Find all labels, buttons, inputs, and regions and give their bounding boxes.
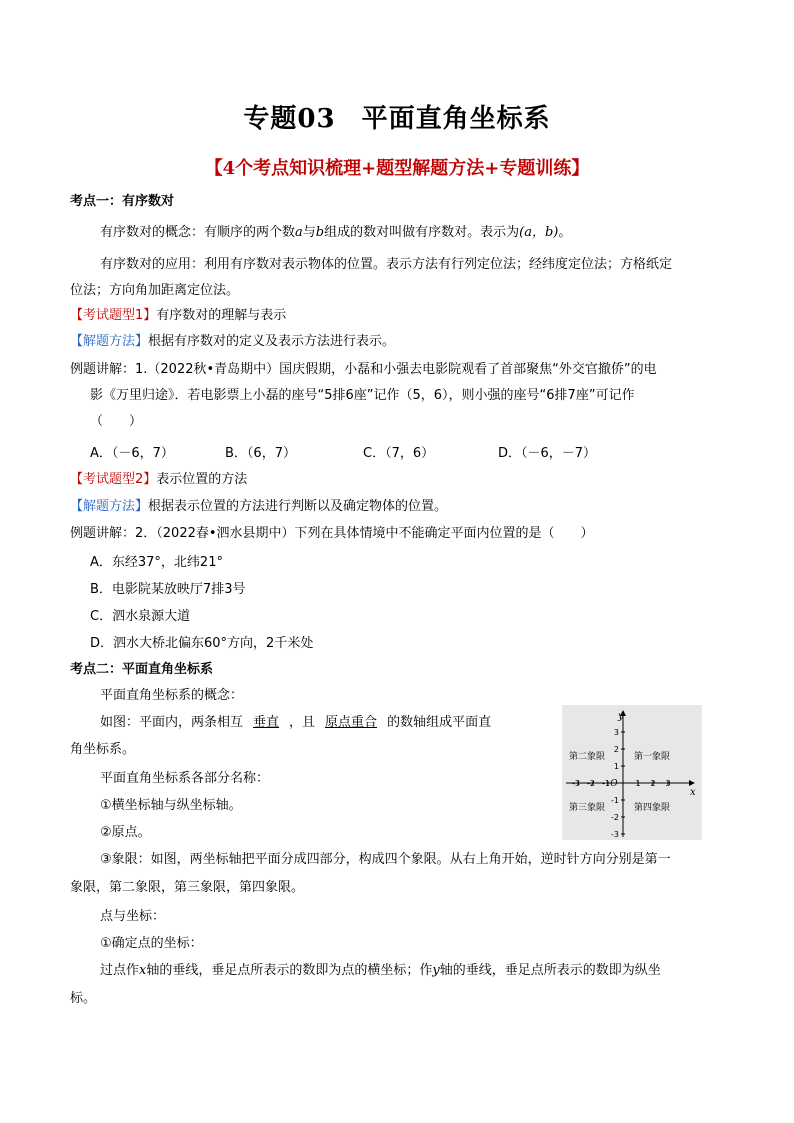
example2-option-a: A．东经37°，北纬21° (90, 555, 223, 570)
method1: 【解题方法】根据有序数对的定义及表示方法进行表示。 (70, 334, 396, 349)
section1-heading: 考点一：有序数对 (70, 194, 175, 209)
page-title (0, 98, 794, 135)
question-type1-tag: 【考试题型1】 (70, 308, 157, 323)
quadrant4-label: 第四象限 (634, 803, 671, 813)
page-subtitle: 【4个考点知识梳理+题型解题方法+专题训练】 (204, 158, 590, 179)
section2-point-line1: 过点作x轴的垂线，垂足点所表示的数即为点的横坐标；作y轴的垂线，垂足点所表示的数即为纵坐 (100, 963, 661, 978)
section2-point-heading: 点与坐标： (100, 909, 166, 924)
section1-concept: 有序数对的概念：有顺序的两个数a与b组成的数对叫做有序数对。表示为(a，b)。 (100, 225, 572, 240)
section1-application-line2: 位法；方向角加距离定位法。 (70, 283, 240, 298)
quadrant2-label: 第二象限 (569, 752, 606, 762)
example2-line1: 例题讲解：2．（2022春•泗水县期中）下列在具体情境中不能确定平面内位置的是（ ） (70, 526, 594, 541)
method2: 【解题方法】根据表示位置的方法进行判断以及确定物体的位置。 (70, 499, 448, 514)
method2-tag: 【解题方法】 (70, 499, 149, 514)
var-b: b (315, 225, 325, 240)
ordered-pair-notation: (a，b) (519, 225, 559, 240)
quadrant1-label: 第一象限 (634, 752, 671, 762)
y-tick-label-neg3: -3 (611, 830, 619, 839)
section2-point-sub: ①确定点的坐标： (100, 936, 203, 951)
y-tick-label-1: 1 (613, 762, 619, 771)
blank-perpendicular: 垂直 (253, 715, 280, 730)
example1-option-a: A．（－6，7） (90, 446, 174, 461)
section2-heading: 考点二：平面直角坐标系 (70, 662, 214, 677)
question-type2: 【考试题型2】表示位置的方法 (70, 472, 248, 487)
example1-line1: 例题讲解：1.（2022秋•青岛期中）国庆假期，小磊和小强去电影院观看了首部聚焦“外交官撤侨”的电 (70, 362, 657, 377)
coordinate-plane-svg (562, 705, 702, 840)
y-tick-label-neg2: -2 (611, 813, 619, 822)
origin-label: O (610, 779, 618, 789)
y-tick-label-2: 2 (613, 745, 619, 754)
section1-application-line1: 有序数对的应用：利用有序数对表示物体的位置。表示方法有行列定位法；经纬度定位法；方格纸定 (100, 257, 673, 272)
question-type1: 【考试题型1】有序数对的理解与表示 (70, 308, 287, 323)
example1-option-c: C．（7，6） (363, 446, 435, 461)
x-tick-label-3: 3 (665, 779, 671, 788)
example2-option-c: C．泗水泉源大道 (90, 609, 191, 624)
x-tick-label-neg3: -3 (572, 779, 580, 788)
example1-line2: 影《万里归途》．若电影票上小磊的座号“5排6座”记作（5，6），则小强的座号“6排7座”可记作 (90, 388, 635, 403)
title-part1: 专题03 (243, 104, 336, 134)
section2-definition-line2: 角坐标系。 (70, 742, 136, 757)
example1-option-d: D．（－6，－7） (498, 446, 597, 461)
example1-option-b: B．（6，7） (225, 446, 296, 461)
section2-definition: 如图：平面内，两条相互 垂直 ，且 原点重合 的数轴组成平面直 (100, 715, 492, 730)
coordinate-plane-figure (562, 705, 702, 840)
example1-answer-paren: （ ） (90, 414, 143, 429)
quadrant3-label: 第三象限 (569, 803, 606, 813)
title-part2: 平面直角坐标系 (361, 104, 551, 134)
section2-part-quadrants-line1: ③象限：如图，两坐标轴把平面分成四部分，构成四个象限。从右上角开始，逆时针方向分别是第一 (100, 852, 671, 867)
method1-tag: 【解题方法】 (70, 334, 149, 349)
y-axis-label: y (618, 711, 624, 722)
x-tick-label-2: 2 (650, 779, 656, 788)
section2-part-quadrants-line2: 象限，第二象限，第三象限，第四象限。 (70, 880, 305, 895)
section2-part-origin: ②原点。 (100, 825, 151, 840)
section2-part-axes: ①横坐标轴与纵坐标轴。 (100, 798, 242, 813)
section2-point-line2: 标。 (70, 991, 97, 1006)
y-tick-label-3: 3 (613, 728, 619, 737)
example2-option-d: D．泗水大桥北偏东60°方向，2千米处 (90, 636, 314, 651)
var-x: x (139, 963, 147, 978)
section2-parts-heading: 平面直角坐标系各部分名称： (100, 771, 270, 786)
x-tick-label-1: 1 (635, 779, 641, 788)
section2-concept: 平面直角坐标系的概念： (100, 688, 244, 703)
var-a: a (295, 225, 303, 240)
var-y: y (432, 963, 440, 978)
x-axis-label: x (690, 787, 696, 798)
x-tick-label-neg1: -1 (602, 779, 610, 788)
example2-option-b: B．电影院某放映厅7排3号 (90, 582, 246, 597)
blank-origin-coincide: 原点重合 (325, 715, 378, 730)
question-type2-tag: 【考试题型2】 (70, 472, 157, 487)
x-tick-label-neg2: -2 (587, 779, 595, 788)
y-tick-label-neg1: -1 (611, 796, 619, 805)
